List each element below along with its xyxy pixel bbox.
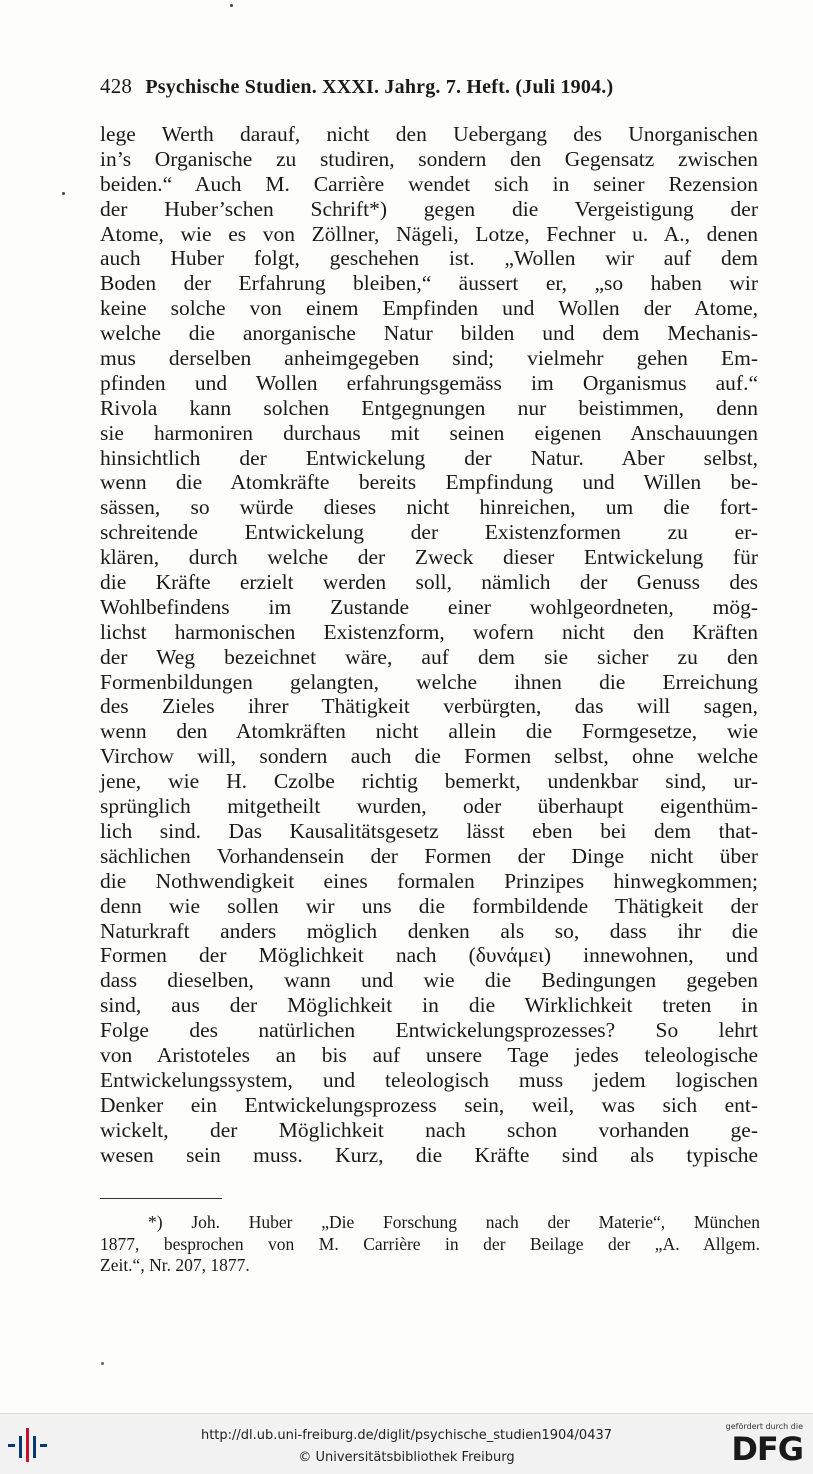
source-url-link[interactable]: http://dl.ub.uni-freiburg.de/diglit/psychische_studien1904/0437: [200, 1428, 613, 1443]
text-line: lege Werth darauf, nicht den Uebergang des Unorganischen: [100, 122, 758, 146]
footnote: [100, 1212, 760, 1277]
text-line: jene, wie H. Czolbe richtig bemerkt, undenkbar sind, ur-: [100, 769, 758, 794]
text-line: keine solche von einem Empfinden und Wollen der Atome,: [100, 296, 758, 321]
text-line: hinsichtlich der Entwickelung der Natur. Aber selbst,: [100, 445, 758, 470]
text-line: die Nothwendigkeit eines formalen Prinzipes hinwegkommen;: [100, 868, 758, 893]
text-line: die Kräfte erzielt werden soll, nämlich der Genuss des: [100, 570, 758, 595]
text-line: dass dieselben, wann und wie die Bedingungen gegeben: [100, 968, 758, 993]
text-line: sind, aus der Möglichkeit in die Wirklichkeit treten in: [100, 993, 758, 1018]
text-line: pfinden und Wollen erfahrungsgemäss im Organismus auf.“: [100, 370, 758, 395]
text-line: beiden.“ Auch M. Carrière wendet sich in seiner Rezension: [100, 171, 758, 196]
text-line: sächlichen Vorhandensein der Formen der Dinge nicht über: [100, 843, 758, 868]
text-line: Atome, wie es von Zöllner, Nägeli, Lotze, Fechner u. A., denen: [100, 221, 758, 246]
text-line: des Zieles ihrer Thätigkeit verbürgten, das will sagen,: [100, 694, 758, 719]
scan-speck: [230, 4, 233, 7]
footnote-line: Zeit.“, Nr. 207, 1877.: [100, 1255, 250, 1275]
text-line: in’s Organische zu studiren, sondern den Gegensatz zwischen: [100, 146, 758, 171]
running-header: [100, 74, 760, 99]
dfg-logo: DFG: [731, 1430, 803, 1468]
text-line: Naturkraft anders möglich denken als so, dass ihr die: [100, 918, 758, 943]
text-line: Rivola kann solchen Entgegnungen nur beistimmen, denn: [100, 395, 758, 420]
text-line: welche die anorganische Natur bilden und dem Mechanis-: [100, 321, 758, 346]
body-text: [100, 122, 758, 1167]
text-line: wesen sein muss. Kurz, die Kräfte sind als typische: [100, 1142, 758, 1167]
text-line: sässen, so würde dieses nicht hinreichen, um die fort-: [100, 495, 758, 520]
text-line: von Aristoteles an bis auf unsere Tage jedes teleologische: [100, 1042, 758, 1067]
text-line: mus derselben anheimgegeben sind; vielmehr gehen Em-: [100, 346, 758, 371]
text-line: Denker ein Entwickelungsprozess sein, weil, was sich ent-: [100, 1092, 758, 1117]
text-line: Formen der Möglichkeit nach (δυνάμει) innewohnen, und: [100, 943, 758, 968]
text-line: sie harmoniren durchaus mit seinen eigenen Anschauungen: [100, 420, 758, 445]
text-line: denn wie sollen wir uns die formbildende Thätigkeit der: [100, 893, 758, 918]
sponsor-note: gefördert durch die: [725, 1422, 803, 1431]
page-number: 428: [100, 74, 133, 98]
text-line: der Weg bezeichnet wäre, auf dem sie sicher zu den: [100, 644, 758, 669]
footnote-rule: [100, 1198, 222, 1199]
copyright-notice: © Universitätsbibliothek Freiburg: [298, 1450, 515, 1465]
scan-speck: [101, 1362, 104, 1365]
text-line: Folge des natürlichen Entwickelungsprozesses? So lehrt: [100, 1018, 758, 1043]
text-line: Virchow will, sondern auch die Formen selbst, ohne welche: [100, 744, 758, 769]
text-line: Wohlbefindens im Zustande einer wohlgeordneten, mög-: [100, 594, 758, 619]
scan-speck: [62, 192, 65, 195]
text-line: wenn die Atomkräfte bereits Empfindung und Willen be-: [100, 470, 758, 495]
text-line: wenn den Atomkräften nicht allein die Formgesetze, wie: [100, 719, 758, 744]
running-title: Psychische Studien. XXXI. Jahrg. 7. Heft. (Juli 1904.): [145, 76, 614, 98]
text-line: auch Huber folgt, geschehen ist. „Wollen wir auf dem: [100, 246, 758, 271]
text-line: schreitende Entwickelung der Existenzformen zu er-: [100, 520, 758, 545]
text-line: sprünglich mitgetheilt wurden, oder überhaupt eigenthüm-: [100, 794, 758, 819]
footnote-line: 1877, besprochen von M. Carrière in der Beilage der „A. Allgem.: [100, 1233, 760, 1254]
text-line: wickelt, der Möglichkeit nach schon vorhanden ge-: [100, 1117, 758, 1142]
text-line: Formenbildungen gelangten, welche ihnen die Erreichung: [100, 669, 758, 694]
viewer-footer: [0, 1413, 813, 1474]
text-line: Entwickelungssystem, und teleologisch muss jedem logischen: [100, 1067, 758, 1092]
text-line: Boden der Erfahrung bleiben,“ äussert er, „so haben wir: [100, 271, 758, 296]
text-line: lich sind. Das Kausalitätsgesetz lässt eben bei dem that-: [100, 818, 758, 843]
text-line: klären, durch welche der Zweck dieser Entwickelung für: [100, 545, 758, 570]
text-line: der Huber’schen Schrift*) gegen die Vergeistigung der: [100, 196, 758, 221]
footnote-line: *) Joh. Huber „Die Forschung nach der Materie“, München: [148, 1212, 760, 1232]
text-line: lichst harmonischen Existenzform, wofern nicht den Kräften: [100, 619, 758, 644]
